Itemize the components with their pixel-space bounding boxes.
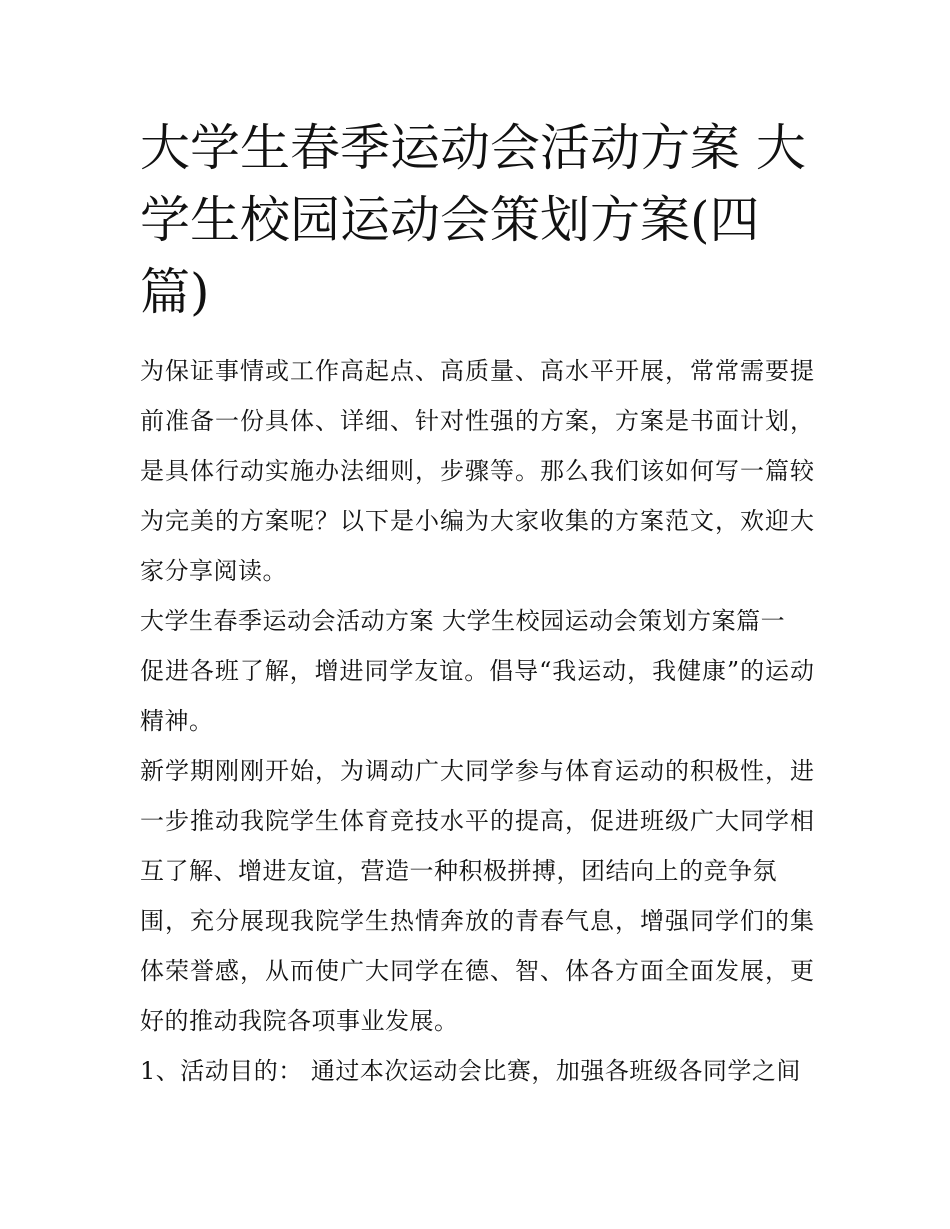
activity-goal-paragraph: [140, 1046, 814, 1096]
section-heading-paragraph: [140, 596, 814, 646]
text-line: 好的推动我院各项事业发展。: [140, 1007, 459, 1035]
text-line: 为保证事情或工作高起点、高质量、高水平开展，常常需要提: [140, 357, 814, 385]
title-line: 大学生春季运动会活动方案 大: [140, 119, 806, 177]
text-line: 一步推动我院学生体育竞技水平的提高，促进班级广大同学相: [140, 807, 814, 835]
title-line: 学生校园运动会策划方案(四: [140, 191, 760, 249]
purpose-paragraph: [140, 646, 814, 746]
text-line: 家分享阅读。: [140, 557, 287, 585]
text-line: 为完美的方案呢？以下是小编为大家收集的方案范文，欢迎大: [140, 507, 814, 535]
text-line: 新学期刚刚开始，为调动广大同学参与体育运动的积极性，进: [140, 757, 814, 785]
text-line: 大学生春季运动会活动方案 大学生校园运动会策划方案篇一: [140, 607, 786, 635]
text-line: 1、活动目的： 通过本次运动会比赛，加强各班级各同学之间: [140, 1057, 801, 1085]
text-line: 前准备一份具体、详细、针对性强的方案，方案是书面计划，: [140, 407, 814, 435]
text-line: 是具体行动实施办法细则，步骤等。那么我们该如何写一篇较: [140, 457, 814, 485]
text-line: 精神。: [140, 707, 214, 735]
document-page: [140, 112, 814, 1096]
text-line: 互了解、增进友谊，营造一种积极拼搏，团结向上的竞争氛: [140, 857, 777, 885]
title-line: 篇): [140, 263, 210, 321]
intro-paragraph: [140, 346, 814, 596]
text-line: 促进各班了解，增进同学友谊。倡导“我运动，我健康”的运动: [140, 657, 814, 685]
document-body: [140, 346, 814, 1096]
text-line: 体荣誉感，从而使广大同学在德、智、体各方面全面发展，更: [140, 957, 814, 985]
document-title: [140, 112, 814, 328]
background-paragraph: [140, 746, 814, 1046]
text-line: 围，充分展现我院学生热情奔放的青春气息，增强同学们的集: [140, 907, 814, 935]
